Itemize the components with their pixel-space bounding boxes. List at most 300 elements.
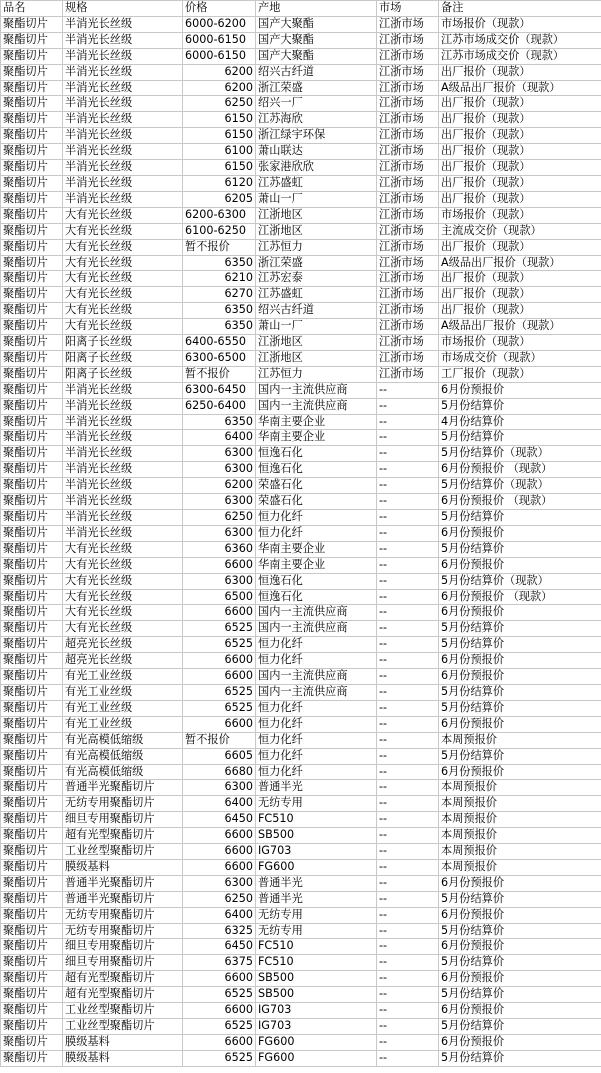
origin-cell: 华南主要企业 xyxy=(256,557,377,573)
price-cell: 6300 xyxy=(183,573,256,589)
product-cell: 聚酯切片 xyxy=(1,653,63,669)
origin-cell: 江浙地区 xyxy=(256,335,377,351)
product-cell: 聚酯切片 xyxy=(1,748,63,764)
price-cell: 6250 xyxy=(183,510,256,526)
remark-cell: 6月份预报价 xyxy=(439,907,601,923)
table-row xyxy=(1,891,601,907)
product-cell: 聚酯切片 xyxy=(1,64,63,80)
remark-cell: 5月份结算价 xyxy=(439,684,601,700)
price-cell: 6300 xyxy=(183,462,256,478)
table-row xyxy=(1,64,601,80)
origin-cell: 浙江绿宇环保 xyxy=(256,128,377,144)
table-row xyxy=(1,987,601,1003)
price-cell: 6250-6400 xyxy=(183,398,256,414)
price-cell: 6150 xyxy=(183,160,256,176)
product-cell: 聚酯切片 xyxy=(1,1050,63,1066)
market-cell: -- xyxy=(377,557,439,573)
spec-cell: 无纺专用聚酯切片 xyxy=(63,907,183,923)
spec-cell: 大有光长丝级 xyxy=(63,207,183,223)
table-row xyxy=(1,907,601,923)
product-cell: 聚酯切片 xyxy=(1,144,63,160)
origin-cell: 国内一主流供应商 xyxy=(256,669,377,685)
spec-cell: 普通半光聚酯切片 xyxy=(63,780,183,796)
origin-cell: 江浙地区 xyxy=(256,207,377,223)
market-cell: -- xyxy=(377,1003,439,1019)
price-cell: 6525 xyxy=(183,987,256,1003)
market-cell: -- xyxy=(377,621,439,637)
price-cell: 6350 xyxy=(183,303,256,319)
spec-cell: 半消光长丝级 xyxy=(63,32,183,48)
spec-cell: 半消光长丝级 xyxy=(63,494,183,510)
table-row xyxy=(1,382,601,398)
origin-cell: 恒力化纤 xyxy=(256,637,377,653)
market-cell: 江浙市场 xyxy=(377,112,439,128)
price-cell: 6360 xyxy=(183,541,256,557)
market-cell: -- xyxy=(377,684,439,700)
remark-cell: 5月份结算价 xyxy=(439,430,601,446)
spec-cell: 半消光长丝级 xyxy=(63,525,183,541)
product-cell: 聚酯切片 xyxy=(1,366,63,382)
header-spec: 规格 xyxy=(63,1,183,17)
product-cell: 聚酯切片 xyxy=(1,1019,63,1035)
product-cell: 聚酯切片 xyxy=(1,255,63,271)
spec-cell: 半消光长丝级 xyxy=(63,175,183,191)
remark-cell: 本周预报价 xyxy=(439,796,601,812)
origin-cell: 国产大聚酯 xyxy=(256,32,377,48)
origin-cell: 萧山联达 xyxy=(256,144,377,160)
product-cell: 聚酯切片 xyxy=(1,812,63,828)
spec-cell: 半消光长丝级 xyxy=(63,430,183,446)
remark-cell: 6月份预报价 xyxy=(439,716,601,732)
market-cell: -- xyxy=(377,859,439,875)
remark-cell: 6月份预报价 xyxy=(439,653,601,669)
remark-cell: 市场报价（现款） xyxy=(439,16,601,32)
product-cell: 聚酯切片 xyxy=(1,48,63,64)
remark-cell: 6月份预报价 xyxy=(439,939,601,955)
market-cell: -- xyxy=(377,939,439,955)
product-cell: 聚酯切片 xyxy=(1,955,63,971)
spec-cell: 有光工业丝级 xyxy=(63,716,183,732)
market-cell: 江浙市场 xyxy=(377,207,439,223)
price-cell: 暂不报价 xyxy=(183,732,256,748)
market-cell: 江浙市场 xyxy=(377,319,439,335)
origin-cell: 无纺专用 xyxy=(256,907,377,923)
table-row xyxy=(1,446,601,462)
origin-cell: 恒力化纤 xyxy=(256,510,377,526)
price-cell: 6400 xyxy=(183,796,256,812)
price-cell: 6000-6150 xyxy=(183,48,256,64)
spec-cell: 半消光长丝级 xyxy=(63,96,183,112)
spec-cell: 大有光长丝级 xyxy=(63,557,183,573)
product-cell: 聚酯切片 xyxy=(1,621,63,637)
origin-cell: 恒力化纤 xyxy=(256,653,377,669)
market-cell: -- xyxy=(377,653,439,669)
market-cell: -- xyxy=(377,573,439,589)
table-row xyxy=(1,939,601,955)
price-cell: 6100-6250 xyxy=(183,223,256,239)
spec-cell: 有光工业丝级 xyxy=(63,669,183,685)
spec-cell: 大有光长丝级 xyxy=(63,287,183,303)
market-cell: 江浙市场 xyxy=(377,144,439,160)
spec-cell: 有光高模低缩级 xyxy=(63,764,183,780)
product-cell: 聚酯切片 xyxy=(1,859,63,875)
price-cell: 6350 xyxy=(183,255,256,271)
product-cell: 聚酯切片 xyxy=(1,191,63,207)
spec-cell: 半消光长丝级 xyxy=(63,191,183,207)
table-row xyxy=(1,605,601,621)
market-cell: 江浙市场 xyxy=(377,96,439,112)
product-cell: 聚酯切片 xyxy=(1,923,63,939)
remark-cell: 主流成交价（现款） xyxy=(439,223,601,239)
spec-cell: 有光工业丝级 xyxy=(63,700,183,716)
remark-cell: 出厂报价（现款） xyxy=(439,287,601,303)
price-cell: 6000-6200 xyxy=(183,16,256,32)
remark-cell: 本周预报价 xyxy=(439,859,601,875)
remark-cell: 出厂报价（现款） xyxy=(439,191,601,207)
remark-cell: 6月份预报价 xyxy=(439,971,601,987)
market-cell: 江浙市场 xyxy=(377,303,439,319)
table-row xyxy=(1,748,601,764)
table-row xyxy=(1,366,601,382)
table-row xyxy=(1,653,601,669)
spec-cell: 半消光长丝级 xyxy=(63,414,183,430)
remark-cell: 出厂报价（现款） xyxy=(439,175,601,191)
price-cell: 6210 xyxy=(183,271,256,287)
market-cell: -- xyxy=(377,764,439,780)
table-row xyxy=(1,844,601,860)
product-cell: 聚酯切片 xyxy=(1,637,63,653)
remark-cell: 5月份结算价（现款） xyxy=(439,478,601,494)
price-cell: 6600 xyxy=(183,605,256,621)
table-row xyxy=(1,589,601,605)
table-row xyxy=(1,621,601,637)
remark-cell: 出厂报价（现款） xyxy=(439,144,601,160)
spec-cell: 半消光长丝级 xyxy=(63,462,183,478)
header-product: 品名 xyxy=(1,1,63,17)
price-cell: 6600 xyxy=(183,844,256,860)
product-cell: 聚酯切片 xyxy=(1,462,63,478)
product-cell: 聚酯切片 xyxy=(1,684,63,700)
market-cell: -- xyxy=(377,987,439,1003)
remark-cell: 出厂报价（现款） xyxy=(439,271,601,287)
table-row xyxy=(1,859,601,875)
spec-cell: 膜级基料 xyxy=(63,1050,183,1066)
spec-cell: 半消光长丝级 xyxy=(63,128,183,144)
price-cell: 6450 xyxy=(183,812,256,828)
price-cell: 6325 xyxy=(183,923,256,939)
market-cell: 江浙市场 xyxy=(377,128,439,144)
remark-cell: 5月份结算价 xyxy=(439,510,601,526)
market-cell: 江浙市场 xyxy=(377,366,439,382)
table-row xyxy=(1,573,601,589)
price-cell: 6525 xyxy=(183,700,256,716)
remark-cell: 本周预报价 xyxy=(439,844,601,860)
remark-cell: 5月份结算价 xyxy=(439,398,601,414)
origin-cell: 江苏海欣 xyxy=(256,112,377,128)
spec-cell: 大有光长丝级 xyxy=(63,255,183,271)
spec-cell: 大有光长丝级 xyxy=(63,223,183,239)
spec-cell: 工业丝型聚酯切片 xyxy=(63,844,183,860)
table-row xyxy=(1,287,601,303)
origin-cell: 恒力化纤 xyxy=(256,732,377,748)
table-row xyxy=(1,350,601,366)
origin-cell: 无纺专用 xyxy=(256,923,377,939)
origin-cell: 江苏盛虹 xyxy=(256,175,377,191)
header-origin: 产地 xyxy=(256,1,377,17)
origin-cell: 萧山一厂 xyxy=(256,319,377,335)
price-cell: 6300 xyxy=(183,525,256,541)
origin-cell: 恒力化纤 xyxy=(256,748,377,764)
product-cell: 聚酯切片 xyxy=(1,525,63,541)
origin-cell: 恒逸石化 xyxy=(256,446,377,462)
market-cell: -- xyxy=(377,748,439,764)
table-row xyxy=(1,175,601,191)
spec-cell: 大有光长丝级 xyxy=(63,573,183,589)
product-cell: 聚酯切片 xyxy=(1,382,63,398)
market-cell: -- xyxy=(377,780,439,796)
price-cell: 6200 xyxy=(183,80,256,96)
table-row xyxy=(1,494,601,510)
spec-cell: 超有光型聚酯切片 xyxy=(63,828,183,844)
remark-cell: 5月份结算价 xyxy=(439,923,601,939)
price-cell: 6450 xyxy=(183,939,256,955)
origin-cell: 恒力化纤 xyxy=(256,764,377,780)
product-cell: 聚酯切片 xyxy=(1,287,63,303)
spec-cell: 膜级基料 xyxy=(63,1034,183,1050)
table-row xyxy=(1,1003,601,1019)
product-cell: 聚酯切片 xyxy=(1,303,63,319)
price-cell: 6600 xyxy=(183,669,256,685)
product-cell: 聚酯切片 xyxy=(1,716,63,732)
origin-cell: 江苏恒力 xyxy=(256,239,377,255)
product-cell: 聚酯切片 xyxy=(1,732,63,748)
origin-cell: 国内一主流供应商 xyxy=(256,684,377,700)
table-row xyxy=(1,207,601,223)
price-cell: 6300-6500 xyxy=(183,350,256,366)
price-cell: 暂不报价 xyxy=(183,239,256,255)
price-cell: 6525 xyxy=(183,684,256,700)
origin-cell: 恒逸石化 xyxy=(256,573,377,589)
product-cell: 聚酯切片 xyxy=(1,96,63,112)
remark-cell: 市场成交价（现款） xyxy=(439,350,601,366)
spec-cell: 半消光长丝级 xyxy=(63,64,183,80)
origin-cell: 国内一主流供应商 xyxy=(256,398,377,414)
price-cell: 暂不报价 xyxy=(183,366,256,382)
market-cell: 江浙市场 xyxy=(377,350,439,366)
origin-cell: 浙江荣盛 xyxy=(256,80,377,96)
price-cell: 6270 xyxy=(183,287,256,303)
table-row xyxy=(1,398,601,414)
origin-cell: SB500 xyxy=(256,971,377,987)
spec-cell: 大有光长丝级 xyxy=(63,239,183,255)
price-cell: 6205 xyxy=(183,191,256,207)
origin-cell: 张家港欣欣 xyxy=(256,160,377,176)
price-cell: 6350 xyxy=(183,319,256,335)
market-cell: -- xyxy=(377,923,439,939)
table-row xyxy=(1,764,601,780)
product-cell: 聚酯切片 xyxy=(1,573,63,589)
remark-cell: 出厂报价（现款） xyxy=(439,160,601,176)
market-cell: 江浙市场 xyxy=(377,48,439,64)
remark-cell: 工厂报价（现款） xyxy=(439,366,601,382)
header-row xyxy=(1,1,601,17)
market-cell: -- xyxy=(377,510,439,526)
remark-cell: 6月份预报价 xyxy=(439,1034,601,1050)
remark-cell: 出厂报价（现款） xyxy=(439,239,601,255)
product-cell: 聚酯切片 xyxy=(1,907,63,923)
market-cell: -- xyxy=(377,525,439,541)
origin-cell: FC510 xyxy=(256,955,377,971)
product-cell: 聚酯切片 xyxy=(1,844,63,860)
spec-cell: 半消光长丝级 xyxy=(63,398,183,414)
remark-cell: 出厂报价（现款） xyxy=(439,128,601,144)
market-cell: -- xyxy=(377,1050,439,1066)
origin-cell: FC510 xyxy=(256,939,377,955)
origin-cell: 浙江荣盛 xyxy=(256,255,377,271)
spec-cell: 细旦专用聚酯切片 xyxy=(63,955,183,971)
market-cell: 江浙市场 xyxy=(377,239,439,255)
remark-cell: 6月份预报价 （现款） xyxy=(439,462,601,478)
price-cell: 6680 xyxy=(183,764,256,780)
product-cell: 聚酯切片 xyxy=(1,764,63,780)
price-cell: 6150 xyxy=(183,128,256,144)
price-cell: 6600 xyxy=(183,1034,256,1050)
table-row xyxy=(1,303,601,319)
spec-cell: 有光高模低缩级 xyxy=(63,748,183,764)
table-row xyxy=(1,510,601,526)
table-row xyxy=(1,96,601,112)
price-cell: 6120 xyxy=(183,175,256,191)
market-cell: -- xyxy=(377,605,439,621)
origin-cell: 绍兴古纤道 xyxy=(256,64,377,80)
table-row xyxy=(1,335,601,351)
origin-cell: 江浙地区 xyxy=(256,350,377,366)
table-row xyxy=(1,32,601,48)
market-cell: -- xyxy=(377,716,439,732)
price-cell: 6525 xyxy=(183,1050,256,1066)
market-cell: -- xyxy=(377,891,439,907)
market-cell: 江浙市场 xyxy=(377,191,439,207)
price-cell: 6600 xyxy=(183,1003,256,1019)
remark-cell: 5月份结算价（现款） xyxy=(439,446,601,462)
spec-cell: 半消光长丝级 xyxy=(63,16,183,32)
product-cell: 聚酯切片 xyxy=(1,796,63,812)
origin-cell: 普通半光 xyxy=(256,780,377,796)
price-cell: 6600 xyxy=(183,859,256,875)
market-cell: -- xyxy=(377,414,439,430)
spec-cell: 大有光长丝级 xyxy=(63,589,183,605)
spec-cell: 半消光长丝级 xyxy=(63,48,183,64)
table-row xyxy=(1,478,601,494)
remark-cell: 市场报价（现款） xyxy=(439,335,601,351)
origin-cell: SB500 xyxy=(256,987,377,1003)
market-cell: -- xyxy=(377,828,439,844)
origin-cell: 江苏宏泰 xyxy=(256,271,377,287)
spec-cell: 半消光长丝级 xyxy=(63,446,183,462)
header-remark: 备注 xyxy=(439,1,601,17)
table-row xyxy=(1,669,601,685)
spec-cell: 普通半光聚酯切片 xyxy=(63,891,183,907)
price-cell: 6605 xyxy=(183,748,256,764)
remark-cell: 江苏市场成交价（现款） xyxy=(439,32,601,48)
product-cell: 聚酯切片 xyxy=(1,494,63,510)
market-cell: -- xyxy=(377,669,439,685)
spec-cell: 细旦专用聚酯切片 xyxy=(63,812,183,828)
price-cell: 6600 xyxy=(183,828,256,844)
table-row xyxy=(1,239,601,255)
table-row xyxy=(1,414,601,430)
market-cell: -- xyxy=(377,478,439,494)
remark-cell: 6月份预报价 xyxy=(439,525,601,541)
remark-cell: 5月份结算价 xyxy=(439,748,601,764)
remark-cell: 出厂报价（现款） xyxy=(439,96,601,112)
market-cell: 江浙市场 xyxy=(377,16,439,32)
price-cell: 6350 xyxy=(183,414,256,430)
price-cell: 6300 xyxy=(183,446,256,462)
header-price: 价格 xyxy=(183,1,256,17)
market-cell: 江浙市场 xyxy=(377,287,439,303)
origin-cell: FG600 xyxy=(256,1050,377,1066)
price-cell: 6600 xyxy=(183,716,256,732)
price-cell: 6300 xyxy=(183,780,256,796)
market-cell: -- xyxy=(377,971,439,987)
spec-cell: 半消光长丝级 xyxy=(63,160,183,176)
market-cell: -- xyxy=(377,382,439,398)
product-cell: 聚酯切片 xyxy=(1,971,63,987)
table-row xyxy=(1,796,601,812)
table-row xyxy=(1,684,601,700)
remark-cell: 5月份结算价 xyxy=(439,1019,601,1035)
price-cell: 6400-6550 xyxy=(183,335,256,351)
product-cell: 聚酯切片 xyxy=(1,207,63,223)
remark-cell: 5月份结算价 xyxy=(439,987,601,1003)
table-row xyxy=(1,700,601,716)
product-cell: 聚酯切片 xyxy=(1,700,63,716)
spec-cell: 大有光长丝级 xyxy=(63,621,183,637)
spec-cell: 半消光长丝级 xyxy=(63,144,183,160)
origin-cell: 普通半光 xyxy=(256,891,377,907)
remark-cell: 6月份预报价 xyxy=(439,669,601,685)
market-cell: -- xyxy=(377,796,439,812)
market-cell: 江浙市场 xyxy=(377,160,439,176)
product-cell: 聚酯切片 xyxy=(1,350,63,366)
spec-cell: 超有光型聚酯切片 xyxy=(63,971,183,987)
origin-cell: 华南主要企业 xyxy=(256,430,377,446)
remark-cell: 本周预报价 xyxy=(439,732,601,748)
spec-cell: 超有光型聚酯切片 xyxy=(63,987,183,1003)
table-row xyxy=(1,160,601,176)
table-row xyxy=(1,112,601,128)
market-cell: -- xyxy=(377,1019,439,1035)
table-row xyxy=(1,716,601,732)
product-cell: 聚酯切片 xyxy=(1,80,63,96)
origin-cell: IG703 xyxy=(256,1019,377,1035)
price-cell: 6600 xyxy=(183,971,256,987)
table-row xyxy=(1,80,601,96)
spec-cell: 半消光长丝级 xyxy=(63,80,183,96)
product-cell: 聚酯切片 xyxy=(1,780,63,796)
table-row xyxy=(1,271,601,287)
price-cell: 6200 xyxy=(183,64,256,80)
table-row xyxy=(1,16,601,32)
product-cell: 聚酯切片 xyxy=(1,939,63,955)
product-cell: 聚酯切片 xyxy=(1,605,63,621)
market-cell: -- xyxy=(377,1034,439,1050)
price-cell: 6300-6450 xyxy=(183,382,256,398)
price-cell: 6000-6150 xyxy=(183,32,256,48)
market-cell: -- xyxy=(377,955,439,971)
table-row xyxy=(1,637,601,653)
